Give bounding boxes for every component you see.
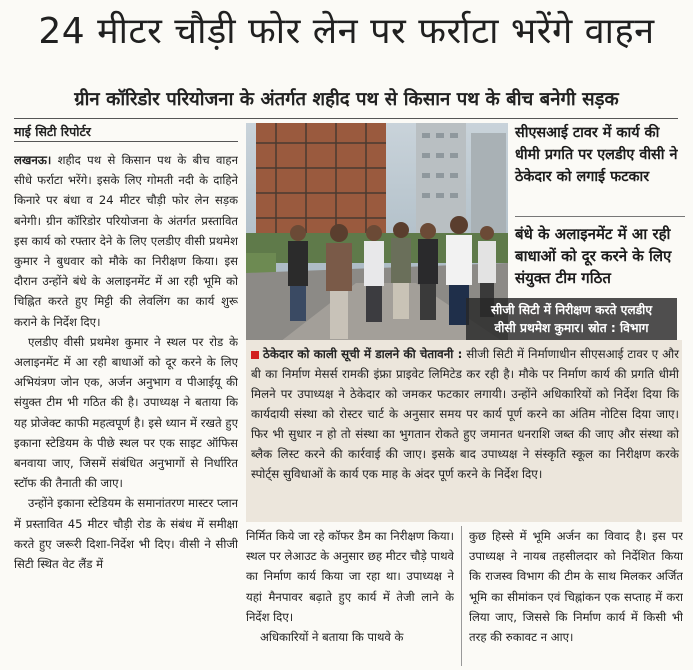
- headline: 24 मीटर चौड़ी फोर लेन पर फर्राटा भरेंगे वाहन: [38, 11, 655, 52]
- sidebar-blurb-2: बंधे के अलाइनमेंट में आ रही बाधाओं को दूर करने के लिए संयुक्त टीम गठित: [515, 225, 672, 287]
- article-column-2: [246, 526, 454, 668]
- photo-caption: [466, 298, 677, 343]
- column1-para1-text: शहीद पथ से किसान पथ के बीच वाहन सीधे फर्राटा भरेंगे। इसके लिए गोमती नदी के दाहिने किनारे पर बंधा व 24 मीटर चौड़ी फोर लेन सड़क बनेगी। ग्रीन कॉरिडोर परियोजना के अंतर्गत प्रस्तावित इस कार्य को रफ्तार देने के लिए एलडीए वीसी प्रथमेश कुमार ने बुधवार को मौके का निरीक्षण किया। इस दौरान उन्होंने बंधे के अलाइनमेंट में आ रही भूमि को चिह्नित करते हुए मिट्टी की लेवलिंग का कार्य शुरू कराने के निर्देश दिए।: [14, 153, 238, 329]
- column1-paragraph-3: उन्होंने इकाना स्टेडियम के समानांतरण मास्टर प्लान में प्रस्तावित 45 मीटर चौड़ी रोड के संबंध में समीक्षा करते हुए जरूरी दिशा-निर्देश भी दिए। वीसी ने सीजी सिटी स्थित वेट लैंड में: [14, 496, 238, 572]
- column2-paragraph-2: अधिकारियों ने बताया कि पाथवे के: [260, 630, 404, 645]
- column2-paragraph-1: निर्मित किये जा रहे कॉफर डैम का निरीक्षण किया। स्थल पर लेआउट के अनुसार छह मीटर चौड़े पाथवे का निर्माण कार्य किया जा रहा था। उपाध्यक्ष ने यहां मैनपावर बढ़ाते हुए कार्य में तेजी लाने के निर्देश दिए।: [246, 529, 454, 624]
- column1-paragraph-2: एलडीए वीसी प्रथमेश कुमार ने स्थल पर रोड के अलाइनमेंट में आ रही बाधाओं को दूर करने के लिए अभियंत्रण जोन एक, अर्जन अनुभाग व पीआईयू की संयुक्त टीम भी गठित की है। उपाध्यक्ष ने बताया कि यह प्रोजेक्ट काफी महत्वपूर्ण है। इसे ध्यान में रखते हुए इकाना स्टेडियम के पीछे स्थल पर एक साइट ऑफिस बनवाया जाए, जिसमें संबंधित अनुभागों से निर्धारित स्टॉफ की तैनाती की जाए।: [14, 334, 238, 491]
- column3-paragraph-1: कुछ हिस्से में भूमि अर्जन का विवाद है। इस पर उपाध्यक्ष ने नायब तहसीलदार को निर्देशित किया कि राजस्व विभाग की टीम के साथ मिलकर अर्जित भूमि का सीमांकन एवं चिह्नांकन एक सप्ताह में करा लिया जाए, जिससे कि निर्माण कार्य में किसी भी तरह की रुकावट न आए।: [469, 529, 683, 645]
- column-divider: [461, 526, 462, 666]
- article-column-3: [469, 526, 683, 668]
- header-divider: [14, 118, 678, 119]
- column1-paragraph-1: [14, 150, 238, 332]
- photo-caption-line-1: सीजी सिटी में निरीक्षण करते एलडीए: [490, 303, 653, 317]
- red-square-bullet-icon: [251, 351, 259, 359]
- subheadline: ग्रीन कॉरिडोर परियोजना के अंतर्गत शहीद पथ से किसान पथ के बीच बनेगी सड़क: [74, 89, 619, 110]
- byline: माई सिटी रिपोर्टर: [14, 124, 91, 139]
- article-column-1: [14, 150, 238, 668]
- sidebar-divider: [515, 216, 685, 217]
- sidebar-blurbs: [515, 122, 685, 289]
- dateline: लखनऊ।: [14, 153, 52, 167]
- warning-box-text: [251, 344, 679, 484]
- photo-caption-line-2: वीसी प्रथमेश कुमार। स्रोत : विभाग: [494, 321, 649, 335]
- sidebar-blurb-1: सीएसआई टावर में कार्य की धीमी प्रगति पर एलडीए वीसी ने ठेकेदार को लगाई फटकार: [515, 125, 678, 185]
- warning-box-heading: ठेकेदार को काली सूची में डालने की चेतावनी :: [263, 347, 463, 361]
- warning-box-body: सीजी सिटी में निर्माणाधीन सीएसआई टावर ए और बी का निर्माण मेसर्स रामकी इंफ्रा प्राइवेट लिमिटेड कर रही है। मौके पर निर्माण कार्य की प्रगति धीमी मिलने पर उपाध्यक्ष ने ठेकेदार को जमकर फटकार लगायी। उन्होंने अधिकारियों को निर्देश दिया कि कार्यदायी संस्था को रोस्टर चार्ट के अनुसार समय पर कार्य पूर्ण करने का अंतिम नोटिस दिया जाए। फिर भी सुधार न हो तो संस्था का भुगतान रोकते हुए जमानत धनराशि जब्त की जाए और संस्था को ब्लैक लिस्ट करने की कार्रवाई की जाए। इसके बाद उपाध्यक्ष ने संस्कृति स्कूल का निरीक्षण करके स्पोर्ट्स सुविधाओं के कार्य एक माह के अंदर पूर्ण करने के निर्देश दिए।: [251, 347, 679, 481]
- byline-divider: [14, 141, 238, 142]
